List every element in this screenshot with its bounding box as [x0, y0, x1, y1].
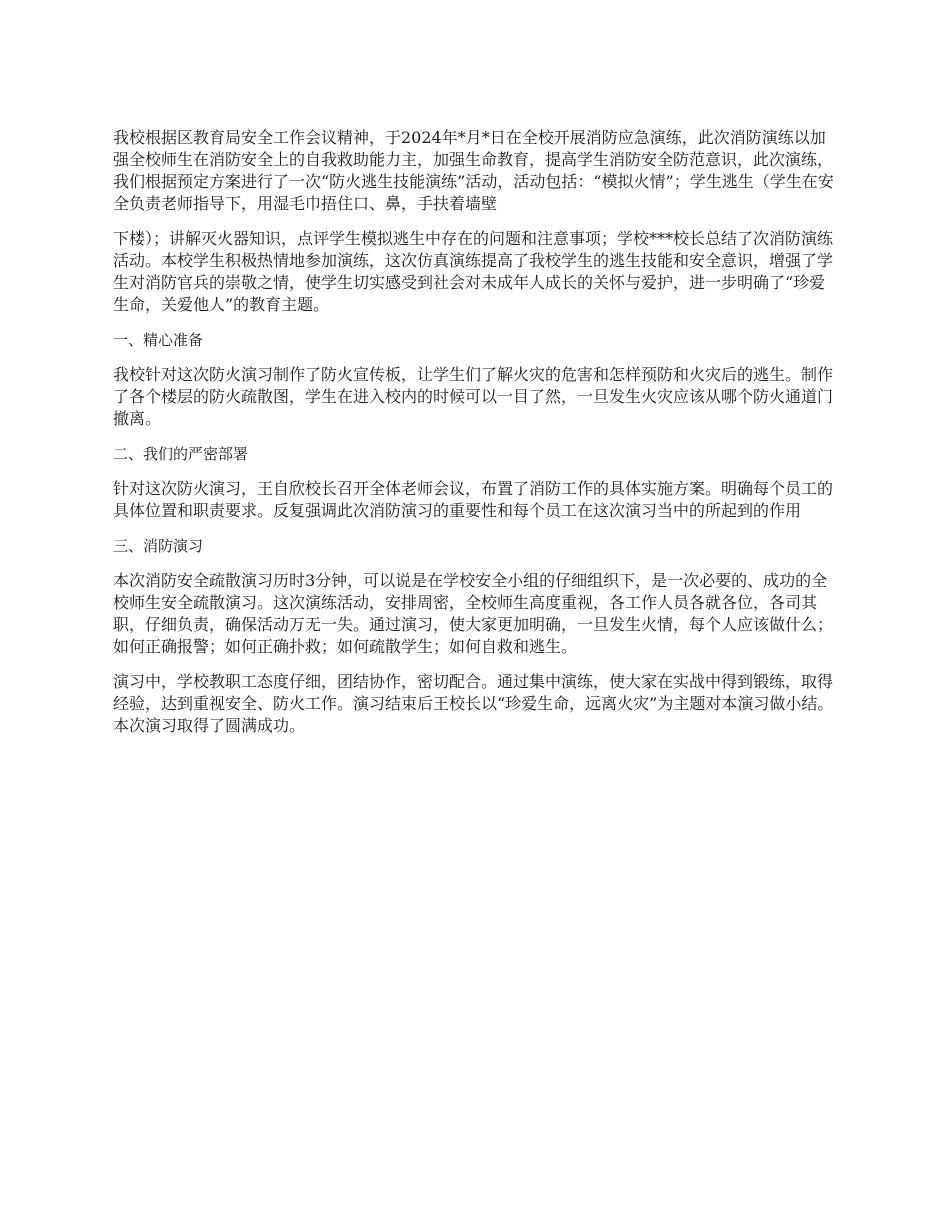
intro-paragraph-continued: 下楼）；讲解灭火器知识，点评学生模拟逃生中存在的问题和注意事项；学校***校长总结了次消防演练活动。本校学生积极热情地参加演练，这次仿真演练提高了我校学生的逃生技能和安全意识，增强了学生对消防官兵的崇敬之情，使学生切实感受到社会对未成年人成长的关怀与爱护，进一步明确了“珍爱生命，关爱他人”的教育主题。: [113, 229, 834, 314]
summary-paragraph: 演习中，学校教职工态度仔细，团结协作，密切配合。通过集中演练，使大家在实战中得到锻练，取得经验，达到重视安全、防火工作。演习结束后王校长以“珍爱生命，远离火灾”为主题对本演习做小结。本次演习取得了圆满成功。: [113, 672, 834, 735]
intro-paragraph: 我校根据区教育局安全工作会议精神，于2024年*月*日在全校开展消防应急演练，此次消防演练以加强全校师生在消防安全上的自我救助能力主，加强生命教育，提高学生消防安全防范意识，此次演练，我们根据预定方案进行了一次“防火逃生技能演练”活动，活动包括：“模拟火情”；学生逃生（学生在安全负责老师指导下，用湿毛巾捂住口、鼻，手扶着墙壁: [113, 128, 834, 213]
section-heading-deployment: 二、我们的严密部署: [113, 445, 249, 463]
preparation-paragraph: 我校针对这次防火演习制作了防火宣传板，让学生们了解火灾的危害和怎样预防和火灾后的逃生。制作了各个楼层的防火疏散图，学生在进入校内的时候可以一目了然，一旦发生火灾应该从哪个防火通道门撤离。: [113, 365, 834, 428]
section-heading-drill: 三、消防演习: [113, 537, 204, 555]
document-body: [113, 127, 841, 750]
drill-paragraph: 本次消防安全疏散演习历时3分钟，可以说是在学校安全小组的仔细组织下，是一次必要的、成功的全校师生安全疏散演习。这次演练活动，安排周密，全校师生高度重视，各工作人员各就各位，各司其职，仔细负责，确保活动万无一失。通过演习，使大家更加明确，一旦发生火情，每个人应该做什么；如何正确报警；如何正确扑救；如何疏散学生；如何自救和逃生。: [113, 571, 834, 656]
section-heading-preparation: 一、精心准备: [113, 331, 204, 349]
deployment-paragraph: 针对这次防火演习，王自欣校长召开全体老师会议，布置了消防工作的具体实施方案。明确每个员工的具体位置和职责要求。反复强调此次消防演习的重要性和每个员工在这次演习当中的所起到的作用: [113, 479, 834, 520]
